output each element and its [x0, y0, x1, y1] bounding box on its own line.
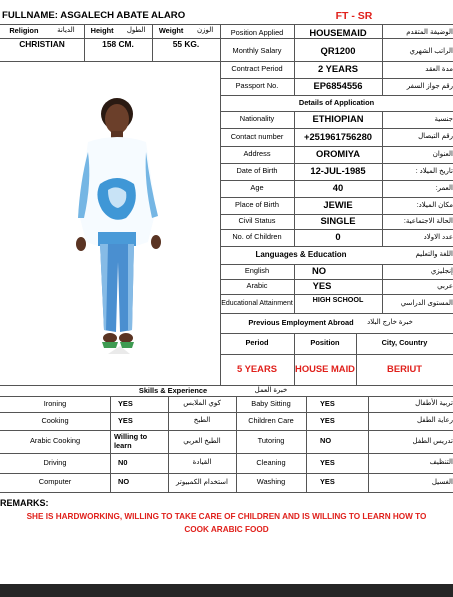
- nationality-label: Nationality: [239, 114, 275, 124]
- weight-value: 55 KG.: [172, 38, 200, 49]
- employment-position: HOUSE MAID: [295, 363, 355, 375]
- application-code: FT - SR: [335, 9, 373, 22]
- weight-label-cell: [152, 24, 220, 38]
- skill-label-ar: استخدام الكمبيوتر: [176, 478, 228, 486]
- remarks-line-1: SHE IS HARDWORKING, WILLING TO TAKE CARE OF CHILDREN AND IS WILLING TO LEARN HOW TO: [26, 512, 427, 522]
- children-ar: عدد الاولاد: [423, 233, 453, 241]
- previous-employment-title-ar: خبرة خارج البلاد: [367, 319, 413, 327]
- skill-value: Willing to learn: [114, 432, 148, 450]
- skill-value: YES: [320, 457, 335, 467]
- remarks-label: REMARKS:: [0, 498, 49, 509]
- position-applied-value: HOUSEMAID: [309, 26, 367, 38]
- age-label: Age: [250, 183, 264, 193]
- children-value: 0: [335, 231, 341, 243]
- arabic-label: Arabic: [246, 281, 268, 291]
- contact-label: Contact number: [230, 131, 284, 141]
- education-label: Educational Attainment: [221, 299, 293, 307]
- skills-title-ar: خبرة العمل: [254, 387, 288, 395]
- skill-label-ar: الغسيل: [431, 478, 453, 486]
- contact-ar: رقم التيصال: [418, 133, 453, 141]
- dob-ar: تاريخ الميلاد :: [415, 167, 453, 175]
- civil-status-label: Civil Status: [238, 216, 276, 226]
- details-title: Details of Application: [298, 97, 375, 107]
- english-ar: إنجليزي: [430, 267, 453, 275]
- skill-label-ar: رعاية الطفل: [417, 417, 453, 425]
- skill-label-ar: الطبخ العربي: [183, 437, 221, 445]
- religion-label-ar: الديانة: [57, 27, 75, 35]
- dob-label: Date of Birth: [236, 166, 278, 176]
- skill-label: Tutoring: [257, 436, 285, 446]
- arabic-ar: عربي: [437, 282, 453, 290]
- skill-value: YES: [320, 398, 335, 408]
- skill-label-ar: كوي الملابس: [183, 400, 221, 408]
- skill-label-ar: تدريس الطفل: [412, 437, 453, 445]
- height-label: Height: [90, 25, 114, 35]
- weight-label-ar: الوزن: [196, 27, 214, 35]
- employment-period: 5 YEARS: [237, 363, 277, 375]
- remarks-line-2: COOK ARABIC FOOD: [184, 525, 269, 535]
- contract-period-value: 2 YEARS: [318, 63, 358, 75]
- skill-label-ar: تربية الأطفال: [415, 400, 453, 408]
- skill-value: YES: [320, 477, 335, 487]
- languages-title-ar: اللغة والتعليم: [415, 251, 453, 259]
- skill-value: N0: [118, 457, 128, 467]
- dob-value: 12-JUL-1985: [310, 165, 366, 177]
- passport-value: EP6854556: [313, 80, 363, 92]
- place-of-birth-ar: مكان الميلاد:: [416, 201, 453, 209]
- skill-label: Baby Sitting: [251, 398, 291, 408]
- skill-value: YES: [118, 398, 133, 408]
- skill-value: YES: [320, 415, 335, 425]
- skill-label: Cooking: [41, 415, 69, 425]
- children-label: No. of Children: [232, 232, 282, 242]
- address-ar: العنوان: [432, 150, 453, 158]
- religion-label-cell: [0, 24, 84, 38]
- city-country-column-header: City, Country: [381, 338, 428, 348]
- nationality-value: ETHIOPIAN: [312, 113, 364, 125]
- contact-value: +251961756280: [303, 130, 373, 142]
- skill-label-ar: الطبخ: [193, 417, 211, 425]
- age-value: 40: [332, 182, 344, 194]
- monthly-salary-label: Monthly Salary: [232, 46, 282, 56]
- skill-label-ar: القيادة: [192, 459, 212, 467]
- skill-label: Driving: [43, 457, 67, 467]
- english-value: NO: [311, 265, 327, 277]
- skill-value: YES: [118, 415, 133, 425]
- skill-label: Children Care: [248, 415, 294, 425]
- skill-value: NO: [118, 477, 130, 487]
- contract-period-ar: مدة العقد: [425, 65, 453, 73]
- civil-status-value: SINGLE: [320, 215, 356, 227]
- place-of-birth-value: JEWIE: [323, 199, 353, 211]
- address-label: Address: [243, 149, 271, 159]
- applicant-photo: [70, 92, 170, 360]
- skill-label: Ironing: [43, 398, 67, 408]
- passport-ar: رقم جواز السفر: [406, 82, 453, 90]
- nationality-ar: جنسية: [434, 115, 453, 123]
- height-value: 158 CM.: [102, 38, 134, 49]
- place-of-birth-label: Place of Birth: [235, 200, 279, 210]
- education-value: HIGH SCHOOL: [312, 295, 364, 305]
- education-ar: المستوى الدراسي: [400, 299, 453, 307]
- employment-city-country: BERIUT: [387, 363, 422, 375]
- position-column-header: Position: [310, 338, 340, 348]
- skill-label-ar: التنظيف: [429, 459, 453, 467]
- english-label: English: [244, 266, 270, 276]
- monthly-salary-value: QR1200: [320, 45, 356, 57]
- skills-title: Skills & Experience: [138, 385, 208, 395]
- period-column-header: Period: [245, 338, 269, 348]
- height-label-ar: الطول: [126, 27, 146, 35]
- previous-employment-title: Previous Employment Abroad: [248, 317, 354, 327]
- skill-label: Cleaning: [256, 457, 286, 467]
- religion-value: CHRISTIAN: [19, 38, 65, 49]
- position-applied-label: Position Applied: [230, 27, 284, 37]
- passport-label: Passport No.: [235, 81, 279, 91]
- skill-label: Computer: [38, 477, 72, 487]
- arabic-value: YES: [312, 280, 332, 292]
- age-ar: العمر:: [435, 184, 453, 192]
- civil-status-ar: الحالة الاجتماعية:: [403, 217, 453, 225]
- monthly-salary-ar: الراتب الشهري: [409, 47, 453, 55]
- position-applied-ar: الوضيفة المتقدم: [406, 29, 453, 37]
- skill-label: Washing: [256, 477, 286, 487]
- languages-title: Languages & Education: [255, 249, 347, 259]
- height-label-cell: [84, 24, 152, 38]
- skill-label: Arabic Cooking: [29, 436, 81, 446]
- weight-label: Weight: [158, 25, 184, 35]
- skill-value: NO: [320, 436, 332, 446]
- fullname: FULLNAME: ASGALECH ABATE ALARO: [2, 10, 186, 22]
- religion-label: Religion: [9, 25, 39, 35]
- address-value: OROMIYA: [316, 148, 360, 160]
- bottom-bar: [0, 584, 453, 597]
- contract-period-label: Contract Period: [231, 64, 283, 74]
